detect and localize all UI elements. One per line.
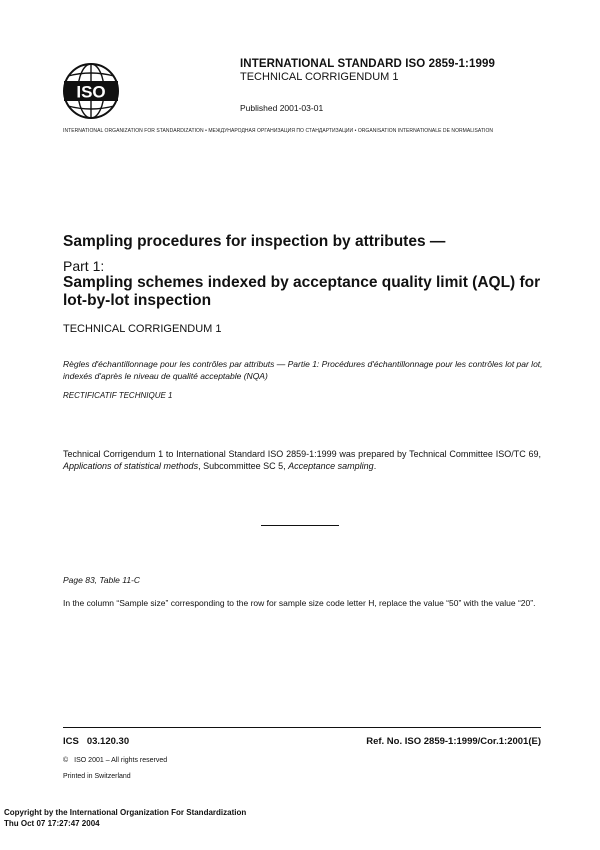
copyright-text: ISO 2001 – All rights reserved — [74, 757, 168, 764]
iso-logo-text: ISO — [76, 82, 106, 102]
organization-line: INTERNATIONAL ORGANIZATION FOR STANDARDIZATION • МЕЖДУНАРОДНАЯ ОРГАНИЗАЦИЯ ПО СТАНДАРТИЗАЦИИ • ORGANISATION INTERNATIONALE DE NORMALISATION — [63, 128, 494, 134]
published-date: Published 2001-03-01 — [240, 103, 324, 113]
iso-logo — [63, 60, 119, 122]
copyright-icon: © — [63, 757, 69, 764]
french-title: Règles d'échantillonnage pour les contrôles par attributs — Partie 1: Procédures d'échantillonnage pour les contrôles lot par lot, indexés d'après le niveau de qualité acceptable (NQA) — [63, 359, 543, 381]
french-rectificatif: RECTIFICATIF TECHNIQUE 1 — [63, 391, 173, 400]
intro-text-a: Technical Corrigendum 1 to International Standard ISO 2859-1:1999 was prepared by Technical Committee ISO/TC 69, — [63, 449, 541, 459]
intro-text-e: . — [373, 461, 377, 471]
printed-in: Printed in Switzerland — [63, 773, 131, 780]
document-title: Sampling procedures for inspection by attributes — — [63, 233, 446, 250]
footer-rule — [63, 727, 541, 728]
copyright-stamp: Copyright by the International Organization For Standardization — [4, 808, 247, 817]
separator-line — [261, 525, 339, 526]
technical-corrigendum-label: TECHNICAL CORRIGENDUM 1 — [63, 323, 222, 335]
ics-label: ICS — [63, 736, 79, 747]
ics-value: 03.120.30 — [86, 736, 130, 747]
ics-code — [63, 736, 129, 747]
standard-heading: INTERNATIONAL STANDARD ISO 2859-1:1999 — [240, 58, 495, 70]
correction-instruction: In the column “Sample size” corresponding to the row for sample size code letter H, replace the value “50” with the value “20”. — [63, 598, 536, 608]
part-label: Part 1: — [63, 258, 105, 274]
corrigendum-heading: TECHNICAL CORRIGENDUM 1 — [240, 71, 399, 83]
intro-text-c: , Subcommittee SC 5, — [198, 461, 289, 471]
document-subtitle: Sampling schemes indexed by acceptance quality limit (AQL) for lot-by-lot inspection — [63, 274, 541, 309]
page-reference: Page 83, Table 11-C — [63, 575, 141, 585]
copyright-notice — [63, 757, 167, 764]
reference-number: Ref. No. ISO 2859-1:1999/Cor.1:2001(E) — [366, 736, 541, 747]
intro-committee-title: Applications of statistical methods — [63, 461, 199, 471]
timestamp-stamp: Thu Oct 07 17:27:47 2004 — [4, 819, 100, 828]
intro-paragraph — [63, 448, 541, 472]
intro-subcommittee-title: Acceptance sampling — [288, 461, 374, 471]
